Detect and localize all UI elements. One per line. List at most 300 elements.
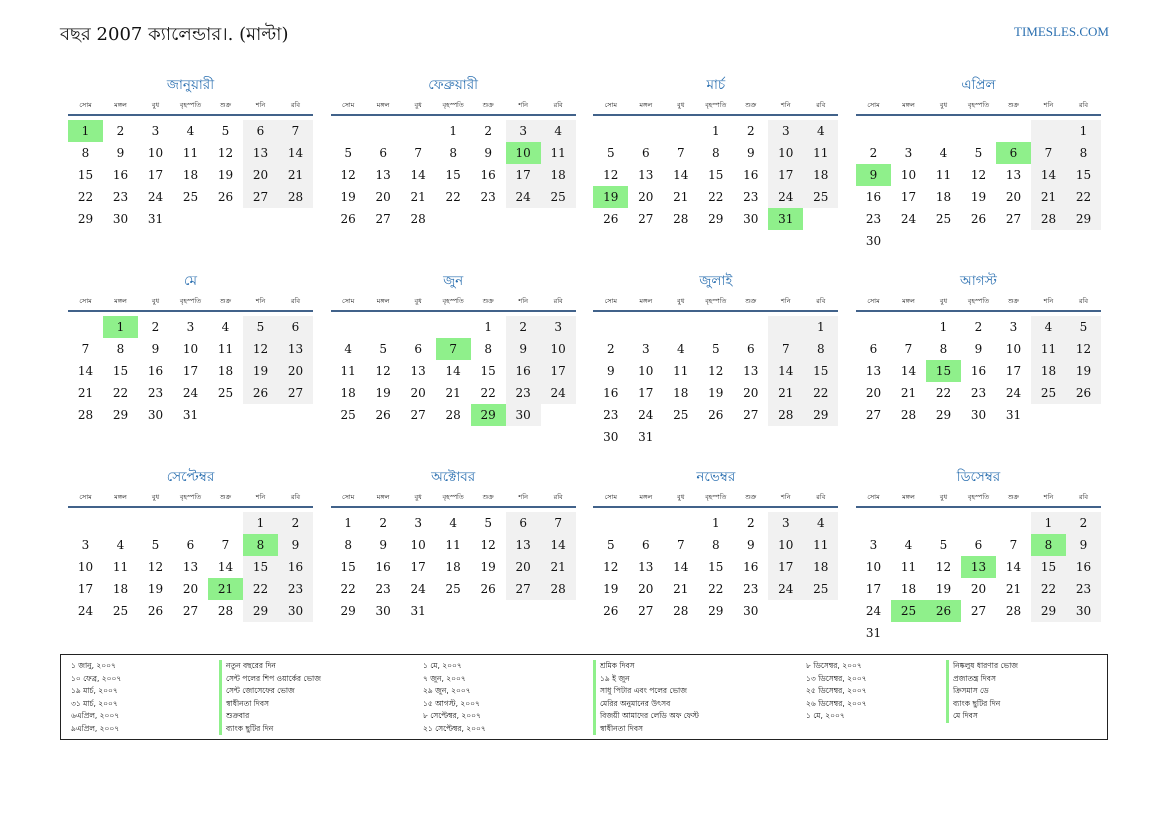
day-cell: 5 [221, 124, 230, 138]
weekday-label: শনি [781, 493, 791, 501]
weekday-label: শুক্র [219, 101, 232, 109]
legend-names-col-1 [219, 660, 321, 735]
day-cell: 22 [480, 386, 496, 400]
weekday-label: বুধ [939, 101, 948, 109]
weekday-label: শনি [518, 101, 528, 109]
weekday-label: শুক্র [219, 297, 232, 305]
day-cell: 18 [803, 556, 838, 578]
day-cell: 26 [480, 582, 496, 596]
legend-entry: বিজয়ী আমাদের লেডি অফ ফেস্ট [600, 711, 699, 720]
day-cell: 17 [865, 582, 882, 596]
month-block [68, 466, 313, 662]
day-grid [593, 512, 838, 622]
legend-names-col-2 [593, 660, 699, 735]
day-cell: 14 [445, 364, 461, 378]
day-cell: 29 [112, 408, 129, 422]
day-cell: 14 [410, 168, 426, 182]
day-cell: 10 [541, 338, 576, 360]
legend-entry: স্বাধীনতা দিবস [226, 698, 269, 708]
day-cell: 23 [1066, 578, 1101, 600]
day-cell: 21 [77, 386, 94, 400]
legend-entry: ২৫ ডিসেম্বর, ২০০৭ [806, 686, 867, 695]
day-cell: 12 [603, 168, 619, 182]
day-cell: 12 [935, 560, 952, 574]
day-cell: 23 [278, 578, 313, 600]
day-cell: 5 [344, 146, 352, 160]
empty-day-cell [961, 120, 996, 142]
day-cell: 24 [541, 382, 576, 404]
day-cell: 4 [186, 124, 195, 138]
empty-day-cell [366, 316, 401, 338]
weekday-label: বৃহস্পতি [179, 493, 202, 501]
weekday-header [331, 488, 576, 508]
day-cell: 17 [768, 164, 803, 186]
day-cell: 1 [243, 512, 278, 534]
day-cell: 29 [1066, 208, 1101, 230]
day-cell: 19 [603, 582, 619, 596]
holiday-day-cell: 15 [926, 360, 961, 382]
day-cell: 12 [1066, 338, 1101, 360]
day-cell: 31 [182, 408, 199, 422]
day-cell: 21 [1031, 186, 1066, 208]
month-block [593, 74, 838, 270]
holiday-day-cell: 8 [1031, 534, 1066, 556]
day-cell: 5 [974, 146, 983, 160]
day-cell: 13 [278, 338, 313, 360]
legend-entry: শুক্রবার [226, 711, 250, 720]
legend-entry: ব্যাংক ছুটির দিন [953, 698, 1001, 708]
month-block [68, 74, 313, 270]
day-cell: 5 [379, 342, 387, 356]
day-grid [856, 316, 1101, 426]
day-cell: 20 [182, 582, 199, 596]
weekday-label: সোম [867, 493, 880, 501]
month-block [331, 74, 576, 270]
day-cell: 23 [865, 212, 882, 226]
day-cell: 3 [151, 124, 160, 138]
day-cell: 16 [480, 168, 496, 182]
day-cell: 29 [935, 408, 952, 422]
day-grid [68, 120, 313, 230]
empty-day-cell [698, 316, 733, 338]
day-cell: 26 [217, 190, 234, 204]
day-cell: 4 [116, 538, 125, 552]
day-cell: 15 [112, 364, 129, 378]
day-cell: 31 [147, 212, 164, 226]
day-cell: 5 [243, 316, 278, 338]
empty-day-cell [628, 316, 663, 338]
day-cell: 16 [970, 364, 987, 378]
day-cell: 12 [340, 168, 356, 182]
month-title: জুলাই [699, 273, 733, 289]
day-cell: 29 [77, 212, 94, 226]
weekday-label: বৃহস্পতি [967, 297, 990, 305]
weekday-label: রবি [553, 493, 563, 501]
day-cell: 9 [116, 146, 125, 160]
weekday-header [856, 292, 1101, 312]
day-cell: 10 [768, 142, 803, 164]
day-cell: 1 [1031, 512, 1066, 534]
day-cell: 25 [673, 408, 689, 422]
day-cell: 11 [803, 142, 838, 164]
day-cell: 14 [673, 560, 689, 574]
day-cell: 6 [278, 316, 313, 338]
day-cell: 20 [865, 386, 882, 400]
month-title: আগস্ট [960, 273, 997, 289]
day-cell: 14 [541, 534, 576, 556]
day-cell: 7 [541, 512, 576, 534]
day-cell: 21 [673, 582, 689, 596]
day-cell: 2 [151, 320, 160, 334]
day-cell: 4 [344, 342, 352, 356]
weekday-label: বুধ [939, 297, 948, 305]
empty-day-cell [996, 512, 1031, 534]
day-cell: 7 [904, 342, 913, 356]
empty-day-cell [401, 316, 436, 338]
day-cell: 2 [116, 124, 125, 138]
weekday-label: সোম [604, 493, 618, 501]
day-cell: 3 [506, 120, 541, 142]
empty-day-cell [768, 316, 803, 338]
day-cell: 16 [865, 190, 882, 204]
weekday-label: বুধ [414, 101, 422, 109]
day-cell: 30 [743, 212, 759, 226]
weekday-label: রবি [553, 297, 563, 305]
weekday-label: বৃহস্পতি [179, 101, 202, 109]
day-cell: 17 [182, 364, 199, 378]
day-cell: 8 [803, 338, 838, 360]
weekday-header [593, 488, 838, 508]
weekday-header [593, 292, 838, 312]
legend-entry: ৮ ডিসেম্বর, ২০০৭ [806, 661, 862, 670]
weekday-label: বৃহস্পতি [442, 101, 464, 109]
day-cell: 31 [410, 604, 426, 618]
day-cell: 5 [711, 342, 720, 356]
empty-day-cell [926, 512, 961, 534]
day-cell: 29 [1031, 600, 1066, 622]
day-cell: 15 [445, 168, 461, 182]
holiday-day-cell: 10 [506, 142, 541, 164]
day-cell: 23 [603, 408, 619, 422]
day-cell: 18 [340, 386, 356, 400]
day-cell: 4 [803, 120, 838, 142]
legend-dates-col-3 [806, 660, 867, 723]
day-cell: 19 [708, 386, 724, 400]
day-grid [331, 512, 576, 622]
empty-day-cell [996, 120, 1031, 142]
day-cell: 16 [147, 364, 164, 378]
day-cell: 17 [900, 190, 917, 204]
day-cell: 16 [375, 560, 391, 574]
holiday-day-cell: 19 [593, 186, 628, 208]
day-cell: 22 [708, 582, 724, 596]
weekday-label: বুধ [414, 493, 422, 501]
day-cell: 16 [603, 386, 619, 400]
day-cell: 17 [410, 560, 426, 574]
day-cell: 17 [506, 164, 541, 186]
day-cell: 20 [410, 386, 426, 400]
weekday-header [68, 96, 313, 116]
weekday-label: বৃহস্পতি [705, 493, 727, 501]
day-cell: 3 [768, 120, 803, 142]
day-cell: 22 [243, 578, 278, 600]
day-cell: 1 [711, 516, 720, 530]
legend-entry: ১৫ আগস্ট, ২০০৭ [423, 698, 480, 708]
day-cell: 3 [641, 342, 650, 356]
weekday-label: শুক্র [482, 297, 494, 305]
day-cell: 8 [116, 342, 125, 356]
weekday-label: বৃহস্পতি [967, 493, 990, 501]
legend-entry: ১ মে, ২০০৭ [423, 661, 462, 670]
day-cell: 25 [112, 604, 129, 618]
day-cell: 2 [379, 516, 387, 530]
day-cell: 6 [641, 538, 650, 552]
day-cell: 19 [147, 582, 164, 596]
day-cell: 3 [81, 538, 90, 552]
day-cell: 22 [445, 190, 461, 204]
day-grid [68, 512, 313, 622]
day-cell: 26 [603, 604, 619, 618]
legend-entry: সেন্ট পলের শিপ ওয়ার্কের ভোজ [226, 673, 321, 683]
weekday-label: শনি [255, 297, 266, 305]
holiday-day-cell: 26 [926, 600, 961, 622]
day-cell: 18 [445, 560, 461, 574]
day-cell: 28 [217, 604, 234, 618]
month-title: ফেব্রুয়ারী [428, 77, 479, 93]
day-cell: 27 [970, 604, 987, 618]
day-cell: 2 [746, 124, 755, 138]
weekday-header [331, 292, 576, 312]
weekday-label: রবি [816, 297, 826, 305]
legend-entry: ৯এপ্রিল, ২০০৭ [71, 723, 120, 733]
day-cell: 9 [974, 342, 983, 356]
empty-day-cell [366, 120, 401, 142]
legend-entry: ১৯ মার্চ, ২০০৭ [71, 686, 118, 695]
day-cell: 3 [768, 512, 803, 534]
day-cell: 30 [506, 404, 541, 426]
weekday-label: বুধ [151, 297, 160, 305]
month-block [331, 466, 576, 662]
day-cell: 12 [217, 146, 234, 160]
holiday-day-cell: 21 [208, 578, 243, 600]
weekday-label: মঙ্গল [114, 493, 127, 501]
page-title: বছর 2007 ক্যালেন্ডার।. (মাল্টা) [60, 24, 289, 45]
legend-entry: ২১ সেপ্টেম্বর, ২০০৭ [423, 723, 486, 733]
day-cell: 11 [340, 364, 356, 378]
day-cell: 22 [77, 190, 94, 204]
day-grid [593, 120, 838, 230]
day-cell: 29 [708, 604, 724, 618]
holiday-day-cell: 29 [471, 404, 506, 426]
day-cell: 19 [480, 560, 496, 574]
day-cell: 15 [480, 364, 496, 378]
day-cell: 13 [638, 560, 654, 574]
weekday-label: রবি [553, 101, 563, 109]
day-cell: 26 [603, 212, 619, 226]
day-cell: 27 [278, 382, 313, 404]
day-cell: 18 [182, 168, 199, 182]
day-cell: 11 [673, 364, 689, 378]
weekday-label: মঙ্গল [376, 101, 390, 109]
month-title: মার্চ [706, 77, 726, 93]
day-cell: 12 [603, 560, 619, 574]
site-link[interactable]: TIMESLES.COM [1014, 24, 1109, 39]
day-cell: 27 [182, 604, 199, 618]
empty-day-cell [856, 120, 891, 142]
month-title: এপ্রিল [961, 77, 996, 93]
day-cell: 6 [243, 120, 278, 142]
day-cell: 16 [743, 168, 759, 182]
weekday-label: বুধ [677, 101, 685, 109]
day-cell: 6 [641, 146, 650, 160]
weekday-label: মঙ্গল [639, 297, 653, 305]
day-cell: 27 [375, 212, 391, 226]
day-cell: 30 [112, 212, 129, 226]
weekday-header [856, 488, 1101, 508]
month-block [593, 466, 838, 662]
day-cell: 21 [541, 556, 576, 578]
day-cell: 28 [1005, 604, 1022, 618]
day-cell: 23 [743, 582, 759, 596]
day-cell: 5 [151, 538, 160, 552]
day-cell: 30 [865, 234, 882, 248]
empty-day-cell [891, 120, 926, 142]
weekday-label: রবি [1078, 297, 1088, 305]
day-cell: 26 [708, 408, 724, 422]
empty-day-cell [856, 316, 891, 338]
day-cell: 29 [803, 404, 838, 426]
month-block [331, 270, 576, 466]
day-cell: 1 [803, 316, 838, 338]
day-cell: 21 [768, 382, 803, 404]
weekday-label: রবি [290, 101, 301, 109]
weekday-label: রবি [816, 101, 826, 109]
day-cell: 27 [506, 578, 541, 600]
day-cell: 24 [182, 386, 199, 400]
month-title: সেপ্টেম্বর [166, 469, 215, 485]
day-cell: 23 [480, 190, 496, 204]
empty-day-cell [961, 512, 996, 534]
day-cell: 20 [243, 164, 278, 186]
day-cell: 27 [410, 408, 426, 422]
weekday-label: শুক্র [482, 101, 494, 109]
weekday-label: বৃহস্পতি [705, 297, 727, 305]
day-cell: 29 [708, 212, 724, 226]
day-cell: 2 [278, 512, 313, 534]
day-cell: 24 [900, 212, 917, 226]
day-cell: 14 [1031, 164, 1066, 186]
legend-entry: ২৬ ডিসেম্বর, ২০০৭ [806, 698, 867, 708]
day-cell: 8 [344, 538, 352, 552]
day-cell: 11 [112, 560, 129, 574]
weekday-label: বৃহস্পতি [967, 101, 990, 109]
day-cell: 25 [803, 578, 838, 600]
day-cell: 21 [410, 190, 426, 204]
day-cell: 18 [112, 582, 129, 596]
weekday-label: বৃহস্পতি [442, 493, 464, 501]
legend-entry: ব্যাংক ছুটির দিন [226, 723, 274, 733]
day-cell: 4 [939, 146, 948, 160]
day-cell: 7 [221, 538, 230, 552]
day-cell: 10 [638, 364, 654, 378]
day-cell: 21 [445, 386, 461, 400]
day-cell: 28 [410, 212, 426, 226]
weekday-label: শনি [518, 493, 528, 501]
day-cell: 30 [603, 430, 619, 444]
day-cell: 5 [606, 538, 615, 552]
calendar-grid [68, 74, 1101, 662]
day-cell: 5 [939, 538, 948, 552]
weekday-label: সোম [604, 297, 618, 305]
day-cell: 28 [445, 408, 461, 422]
day-cell: 25 [803, 186, 838, 208]
weekday-label: শনি [255, 101, 266, 109]
day-cell: 25 [1031, 382, 1066, 404]
day-cell: 8 [449, 146, 457, 160]
day-cell: 24 [638, 408, 654, 422]
day-cell: 7 [676, 146, 685, 160]
empty-day-cell [593, 120, 628, 142]
day-cell: 17 [638, 386, 654, 400]
day-cell: 27 [743, 408, 759, 422]
day-cell: 12 [147, 560, 164, 574]
day-cell: 6 [869, 342, 878, 356]
day-grid [331, 120, 576, 230]
weekday-label: মঙ্গল [114, 297, 127, 305]
day-cell: 9 [1066, 534, 1101, 556]
day-cell: 25 [182, 190, 199, 204]
day-cell: 24 [147, 190, 164, 204]
day-cell: 25 [340, 408, 356, 422]
day-cell: 10 [77, 560, 94, 574]
day-cell: 29 [243, 600, 278, 622]
weekday-header [856, 96, 1101, 116]
day-cell: 1 [939, 320, 948, 334]
day-cell: 25 [935, 212, 952, 226]
day-cell: 20 [1005, 190, 1022, 204]
day-cell: 18 [217, 364, 234, 378]
empty-day-cell [733, 316, 768, 338]
day-cell: 1 [711, 124, 720, 138]
weekday-label: রবি [290, 297, 301, 305]
day-cell: 25 [541, 186, 576, 208]
day-cell: 18 [1031, 360, 1066, 382]
day-grid [856, 120, 1101, 252]
month-title: জানুয়ারী [166, 77, 215, 93]
weekday-label: শনি [781, 297, 791, 305]
day-cell: 30 [743, 604, 759, 618]
legend-entry: নিষ্কলুষ ধারণার ভোজ [953, 661, 1018, 670]
empty-day-cell [331, 316, 366, 338]
day-cell: 24 [768, 186, 803, 208]
day-cell: 9 [278, 534, 313, 556]
weekday-label: সোম [79, 101, 92, 109]
day-cell: 15 [803, 360, 838, 382]
day-cell: 10 [182, 342, 199, 356]
day-cell: 18 [900, 582, 917, 596]
weekday-label: শুক্র [1007, 493, 1019, 501]
day-cell: 12 [375, 364, 391, 378]
legend-entry: ৭ জুন, ২০০৭ [423, 673, 466, 683]
day-cell: 22 [340, 582, 356, 596]
day-cell: 7 [278, 120, 313, 142]
empty-day-cell [593, 316, 628, 338]
day-cell: 31 [865, 626, 882, 640]
day-cell: 19 [375, 386, 391, 400]
day-cell: 30 [375, 604, 391, 618]
day-cell: 8 [939, 342, 948, 356]
day-cell: 24 [865, 604, 882, 618]
